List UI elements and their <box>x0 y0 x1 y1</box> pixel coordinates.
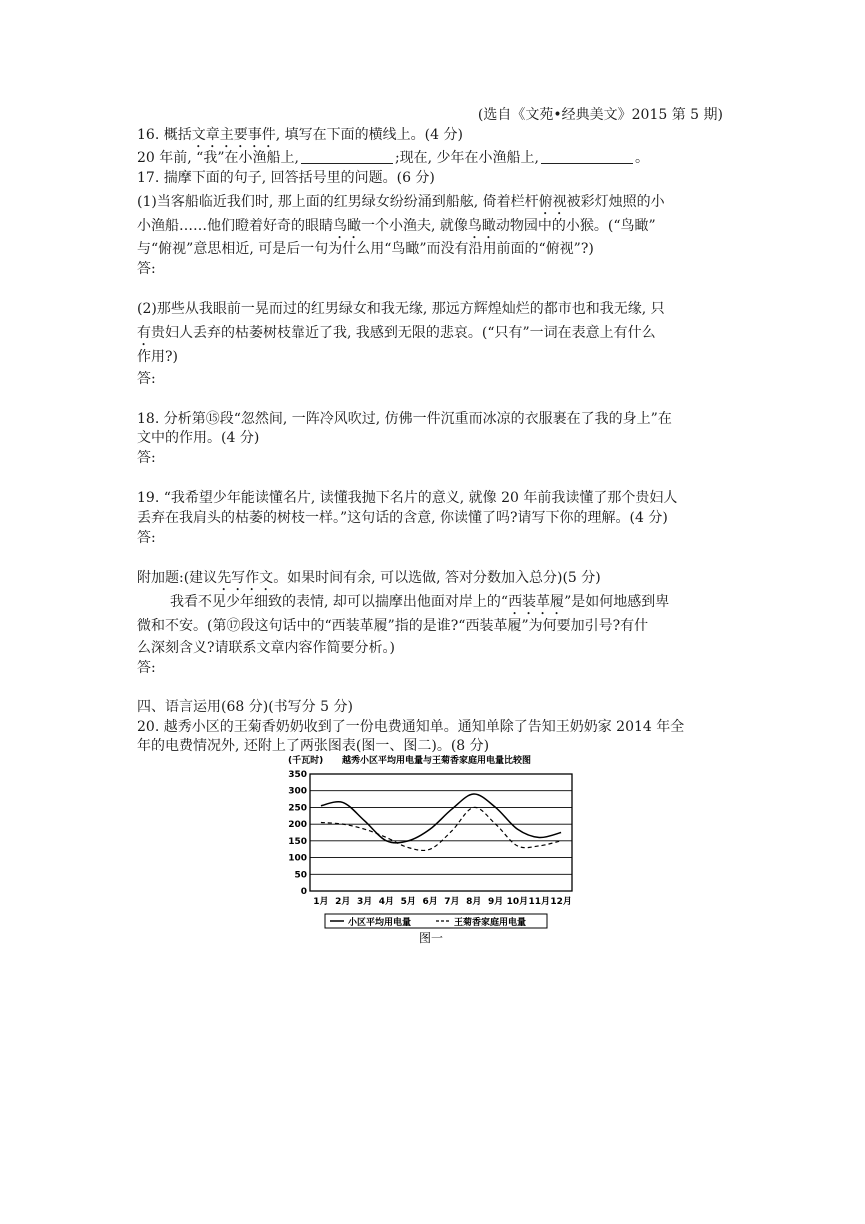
extra-line2: 我看不见少年细致的表情, 却可以揣摩出他面对岸上的“西装革履”是如何地感到卑 <box>170 594 670 610</box>
y-tick-label: 150 <box>288 836 307 847</box>
x-tick-label: 3月 <box>356 897 373 907</box>
y-tick-label: 200 <box>288 820 307 831</box>
extra-answer: 答: <box>137 660 156 676</box>
q20-line1: 20. 越秀小区的王菊香奶奶收到了一份电费通知单。通知单除了告知王奶奶家 2014 年全 <box>137 719 685 735</box>
q18-line2: 文中的作用。(4 分) <box>137 430 260 446</box>
legend-label-community-avg: 小区平均用电量 <box>348 918 412 928</box>
y-tick-label: 350 <box>288 770 307 780</box>
q17-p2-line1: (2)那些从我眼前一晃而过的红男绿女和我无缘, 那远方辉煌灿烂的都市也和我无缘, 只 <box>137 301 665 317</box>
q17-p1-line1: (1)当客船临近我们时, 那上面的红男绿女纷纷涌到船舷, 倚着栏杆俯视被彩灯烛照的小 <box>137 194 665 210</box>
chart-series <box>321 794 561 850</box>
source-citation: (选自《文苑•经典美文》2015 第 5 期) <box>477 107 723 123</box>
chart-legend <box>325 914 547 928</box>
section4-title: 四、语言运用(68 分)(书写分 5 分) <box>137 699 353 715</box>
y-tick-label: 50 <box>294 870 307 881</box>
x-tick-label: 6月 <box>422 897 438 907</box>
x-tick-label: 2月 <box>335 897 351 907</box>
q17-p2-line2: 有贵妇人丢弃的枯萎树枝靠近了我, 我感到无限的悲哀。(“只有”一词在表意上有什么 <box>137 325 656 341</box>
x-tick-label: 10月 <box>506 897 529 907</box>
y-tick-label: 300 <box>288 786 307 797</box>
q17-p1-line2: 小渔船……他们瞪着好奇的眼睛鸟瞰一个小渔夫, 就像鸟瞰动物园中的小猴。(“鸟瞰” <box>137 218 656 234</box>
x-tick-label: 5月 <box>400 897 416 907</box>
q19-line2: 丢弃在我肩头的枯萎的树枝一样。”这句话的含意, 你读懂了吗?请写下你的理解。(4 分) <box>137 510 668 526</box>
q20-line2: 年的电费情况外, 还附上了两张图表(图一、图二)。(8 分) <box>137 738 490 754</box>
q17-title: 17. 揣摩下面的句子, 回答括号里的问题。(6 分) <box>137 170 435 186</box>
q16-blank-1[interactable] <box>301 149 393 164</box>
chart-unit-label: (千瓦时) <box>288 756 324 766</box>
y-tick-label: 250 <box>288 803 307 814</box>
q18-answer: 答: <box>137 450 156 466</box>
q17-p1-line3: 与“俯视”意思相近, 可是后一句为什么用“鸟瞰”而没有沿用前面的“俯视”?) <box>137 241 594 257</box>
extra-line3: 微和不安。(第⑰段这句话中的“西装革履”指的是谁?“西装革履”为何要加引号?有什 <box>137 618 649 634</box>
q17-answer-1: 答: <box>137 261 156 277</box>
chart-frame <box>310 774 572 891</box>
chart-title: 越秀小区平均用电量与王菊香家庭用电量比较图 <box>342 756 532 766</box>
x-tick-label: 1月 <box>313 897 329 907</box>
y-tick-label: 100 <box>288 853 307 864</box>
legend-label-wang-household: 王菊香家庭用电量 <box>454 918 527 928</box>
y-tick-label: 0 <box>300 887 307 897</box>
electricity-chart <box>272 752 602 952</box>
extra-title: 附加题:(建议先写作文。如果时间有余, 可以选做, 答对分数加入总分)(5 分) <box>137 570 601 586</box>
x-tick-label: 9月 <box>487 897 504 907</box>
chart-caption: 图一 <box>419 931 444 945</box>
chart-grid <box>310 774 572 891</box>
chart-svg <box>272 752 602 952</box>
q16-fill-line: 20 年前, “我”在小渔船上, ;现在, 少年在小渔船上, 。 <box>137 150 650 166</box>
x-tick-label: 11月 <box>528 897 551 907</box>
q16-prompt: 16. 概括文章主要事件, 填写在下面的横线上。(4 分) <box>137 127 463 143</box>
x-tick-label: 12月 <box>550 897 572 907</box>
q19-line1: 19. “我希望少年能读懂名片, 读懂我抛下名片的意义, 就像 20 年前我读懂了那个贵妇人 <box>137 490 678 506</box>
chart-y-ticks <box>288 770 307 897</box>
q17-answer-2: 答: <box>137 371 156 387</box>
q19-answer: 答: <box>137 530 156 546</box>
x-tick-label: 8月 <box>466 897 482 907</box>
x-tick-label: 4月 <box>378 897 395 907</box>
series-line-community-avg <box>321 794 561 843</box>
chart-x-ticks <box>313 896 572 907</box>
extra-line4: 么深刻含义?请联系文章内容作简要分析。) <box>137 640 395 656</box>
q16-blank-2[interactable] <box>541 149 633 164</box>
q18-line1: 18. 分析第⑮段“忽然间, 一阵冷风吹过, 仿佛一件沉重而冰凉的衣服裹在了我的身上”在 <box>137 411 672 427</box>
q17-p2-line3: 作用?) <box>137 349 178 365</box>
x-tick-label: 7月 <box>444 897 460 907</box>
